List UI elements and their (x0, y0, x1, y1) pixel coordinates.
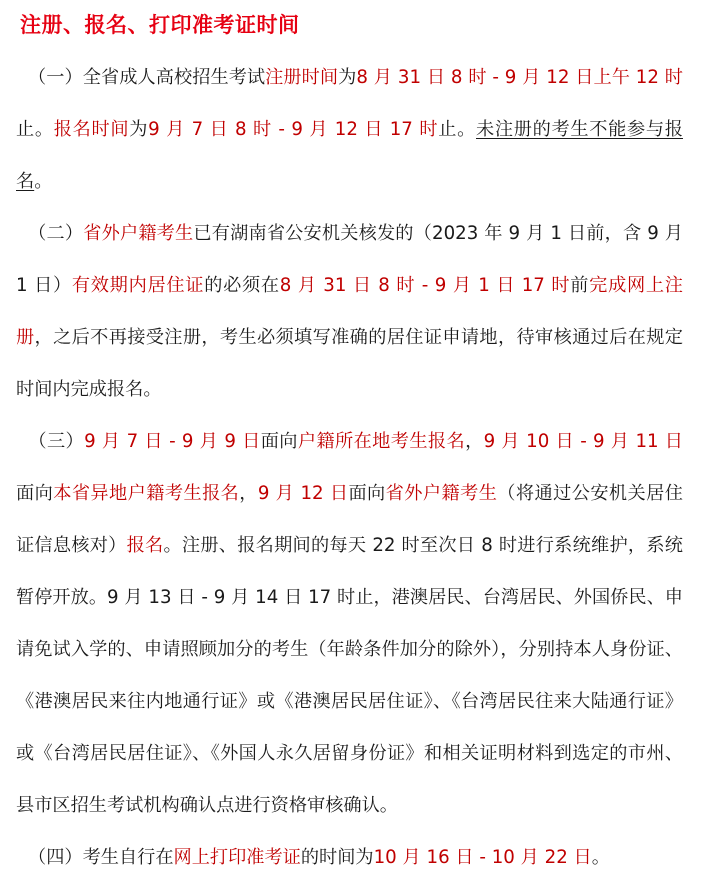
p3-highlight: 报名 (126, 535, 164, 556)
p4-text: 。 (591, 847, 610, 868)
p3-text: （将通过公安机关居住证信息核对） (16, 483, 683, 556)
p1-underlined-note: 未注册的考生不能参与报名 (16, 119, 683, 192)
p3-text: 。注册、报名期间的每天 22 时至次日 8 时进行系统维护，系统暂停开放。9 月 13 日 - 9 月 14 日 17 时止，港澳居民、台湾居民、外国侨民、申请免试入学的、申请照顾加分的考生（年龄条件加分的除外），分别持本人身份证、《港澳居民来往内地通行证》或《港澳居民居住证》、《台湾居民往来大陆通行证》或《台湾居民居住证》、《外国人永久居留身份证》和相关证明材料到选定的市州、县市区招生考试机构确认点进行资格审核确认。 (16, 535, 683, 816)
p3-text: ， (465, 431, 484, 452)
paragraph-3 (16, 416, 683, 832)
p3-highlight: 省外户籍考生 (385, 483, 498, 504)
p3-text: 面向 (348, 483, 386, 504)
p3-text: ， (239, 483, 258, 504)
paragraph-1 (16, 52, 683, 208)
p1-text: 止。 (16, 119, 54, 140)
p3-highlight: 9 月 12 日 (257, 483, 349, 504)
p2-highlight: 8 月 31 日 8 时 - 9 月 1 日 17 时 (279, 275, 571, 296)
p2-highlight: 省外户籍考生 (83, 223, 194, 244)
p4-highlight: 网上打印准考证 (173, 847, 301, 868)
p1-text: 为 (338, 67, 357, 88)
p2-highlight: 有效期内居住证 (71, 275, 205, 296)
p1-text: 为 (129, 119, 149, 140)
p2-text: （二） (28, 223, 84, 244)
p3-text: 面向 (260, 431, 298, 452)
p3-highlight: 本省异地户籍考生报名 (53, 483, 240, 504)
p2-text: ，之后不再接受注册，考生必须填写准确的居住证申请地，待审核通过后在规定时间内完成报名。 (16, 327, 683, 400)
p2-highlight: 完成网上注册 (16, 275, 683, 348)
p1-highlight: 注册时间 (265, 67, 339, 88)
p1-text: （一）全省成人高校招生考试 (28, 67, 266, 88)
p1-highlight: 9 月 7 日 8 时 - 9 月 12 日 17 时 (148, 119, 439, 140)
p4-text: （四）考生自行在 (28, 847, 174, 868)
p4-text: 的时间为 (300, 847, 374, 868)
p2-text: 已有湖南省公安机关核发的（2023 年 9 月 1 日前，含 9 月 1 日） (16, 223, 683, 296)
p3-highlight: 户籍所在地考生报名 (297, 431, 466, 452)
p3-text: 面向 (16, 483, 54, 504)
p1-text: 。 (34, 171, 53, 192)
p3-text: （三） (28, 431, 85, 452)
p2-text: 的必须在 (204, 275, 280, 296)
p1-highlight: 8 月 31 日 8 时 - 9 月 12 日上午 12 时 (356, 67, 683, 88)
p3-highlight: 9 月 7 日 - 9 月 9 日 (84, 431, 261, 452)
paragraph-4 (16, 832, 683, 884)
section-title: 注册、报名、打印准考证时间 (20, 12, 300, 37)
paragraph-2 (16, 208, 683, 416)
p4-highlight: 10 月 16 日 - 10 月 22 日 (373, 847, 592, 868)
p1-highlight: 报名时间 (53, 119, 130, 140)
p2-text: 前 (570, 275, 590, 296)
p1-text: 止。 (438, 119, 476, 140)
p3-highlight: 9 月 10 日 - 9 月 11 日 (483, 431, 683, 452)
